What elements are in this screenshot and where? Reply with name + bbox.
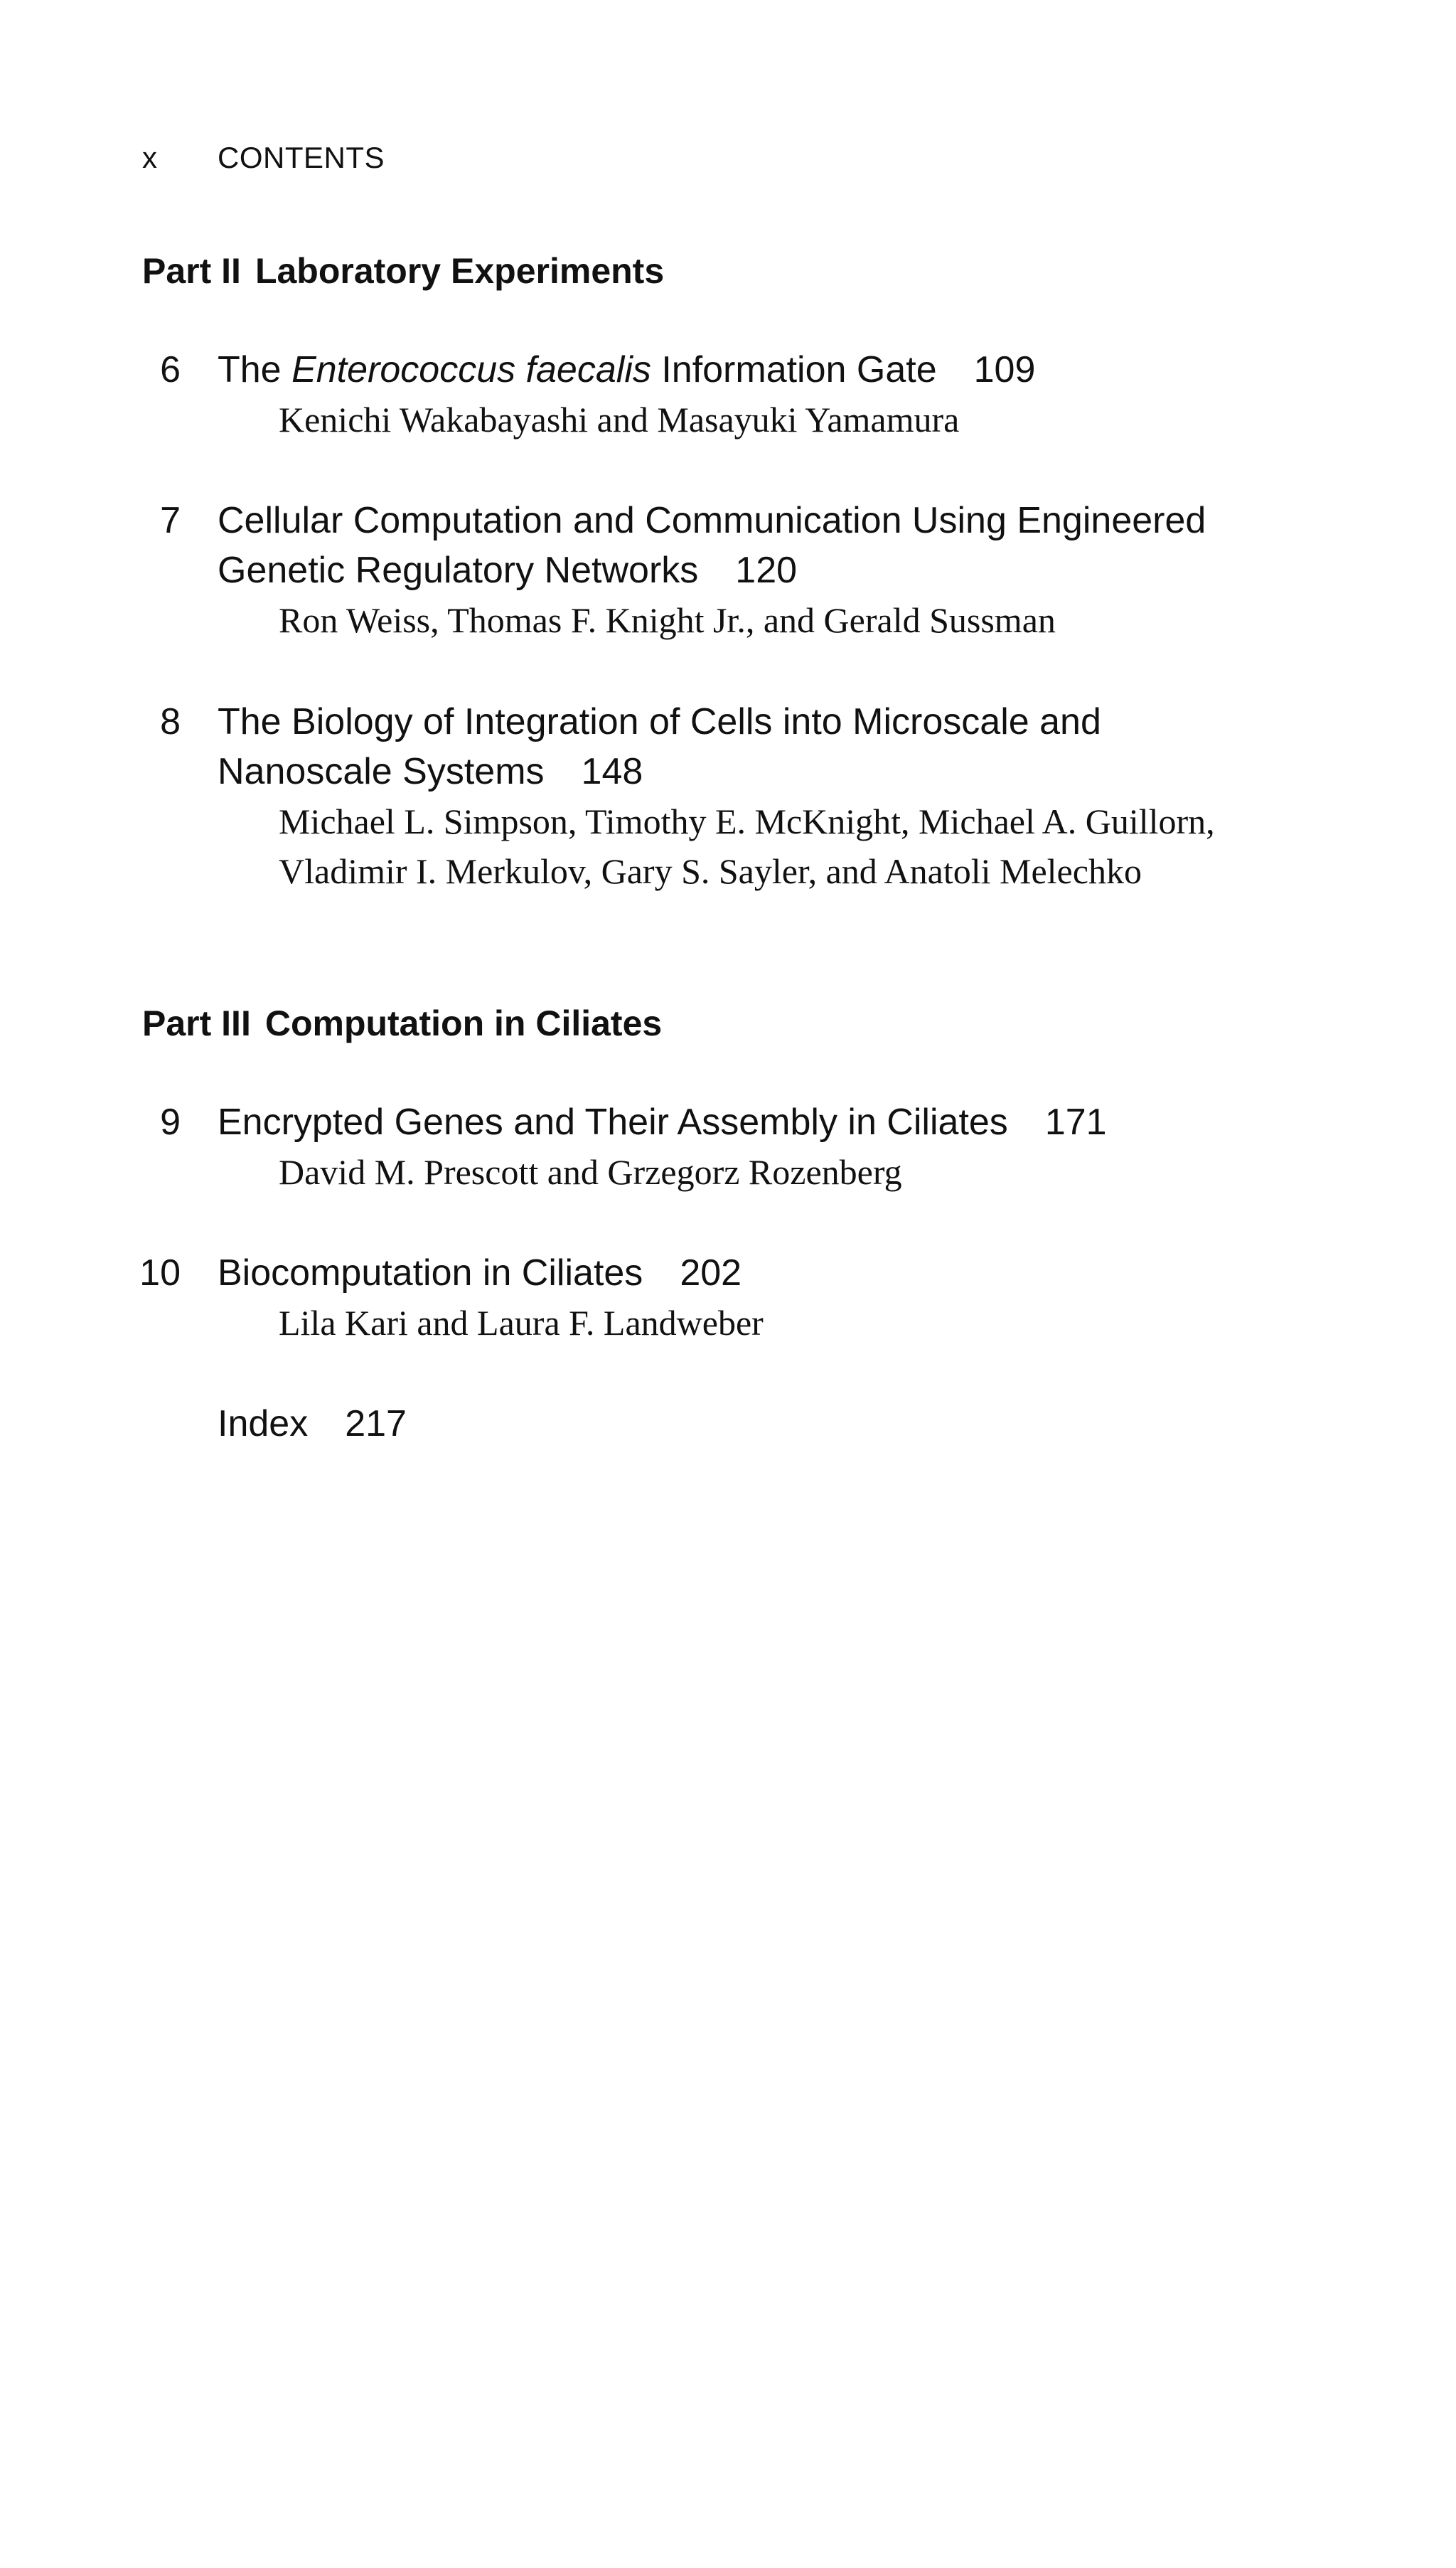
index-page-number: 217 xyxy=(345,1403,407,1444)
chapter-authors: Kenichi Wakabayashi and Masayuki Yamamura xyxy=(279,400,960,439)
chapter-page-number: 109 xyxy=(973,349,1036,390)
chapter-title-line: Nanoscale Systems xyxy=(218,751,545,792)
running-head-label: CONTENTS xyxy=(218,141,385,174)
chapter-authors xyxy=(279,796,1388,896)
chapter-number: 8 xyxy=(160,701,181,742)
chapter-title-line: Biocomputation in Ciliates xyxy=(218,1252,643,1294)
chapter-title-line: Genetic Regulatory Networks xyxy=(218,550,699,591)
chapter-number: 6 xyxy=(160,349,181,390)
part-title: Laboratory Experiments xyxy=(255,251,665,291)
chapter-title xyxy=(218,697,1327,796)
chapter-title-suffix: Information Gate xyxy=(651,349,937,390)
chapter-title-line: The Biology of Integration of Cells into Microscale and xyxy=(218,701,1101,742)
chapter-title xyxy=(218,345,1327,395)
part-label: Part III xyxy=(142,1003,251,1043)
part-title: Computation in Ciliates xyxy=(264,1003,663,1043)
page-folio: x xyxy=(142,141,158,174)
chapter-title-prefix: The xyxy=(218,349,292,390)
chapter-title-line: Cellular Computation and Communication Using Engineered xyxy=(218,500,1206,541)
chapter-authors: Ron Weiss, Thomas F. Knight Jr., and Gerald Sussman xyxy=(279,600,1056,640)
part-label: Part II xyxy=(142,251,241,291)
chapter-number: 10 xyxy=(139,1252,181,1294)
chapter-page-number: 120 xyxy=(735,550,798,591)
author-line: Vladimir I. Merkulov, Gary S. Sayler, and Anatoli Melechko xyxy=(279,851,1142,891)
author-line: Michael L. Simpson, Timothy E. McKnight, Michael A. Guillorn, xyxy=(279,801,1215,841)
running-head xyxy=(142,139,385,176)
chapter-title xyxy=(218,1097,1327,1147)
part-heading-iii xyxy=(142,1001,662,1045)
chapter-authors: David M. Prescott and Grzegorz Rozenberg xyxy=(279,1152,902,1192)
chapter-number: 7 xyxy=(160,500,181,541)
chapter-page-number: 171 xyxy=(1044,1102,1107,1143)
chapter-title xyxy=(218,1248,1327,1298)
chapter-page-number: 148 xyxy=(581,751,643,792)
chapter-title-line: Encrypted Genes and Their Assembly in Ciliates xyxy=(218,1102,1008,1143)
chapter-title xyxy=(218,496,1327,595)
chapter-page-number: 202 xyxy=(680,1252,742,1294)
chapter-title-italic: Enterococcus faecalis xyxy=(291,349,651,390)
chapter-number: 9 xyxy=(160,1102,181,1143)
index-label: Index xyxy=(218,1403,309,1444)
index-title xyxy=(218,1399,1327,1449)
part-heading-ii xyxy=(142,249,664,293)
chapter-authors: Lila Kari and Laura F. Landweber xyxy=(279,1303,764,1343)
